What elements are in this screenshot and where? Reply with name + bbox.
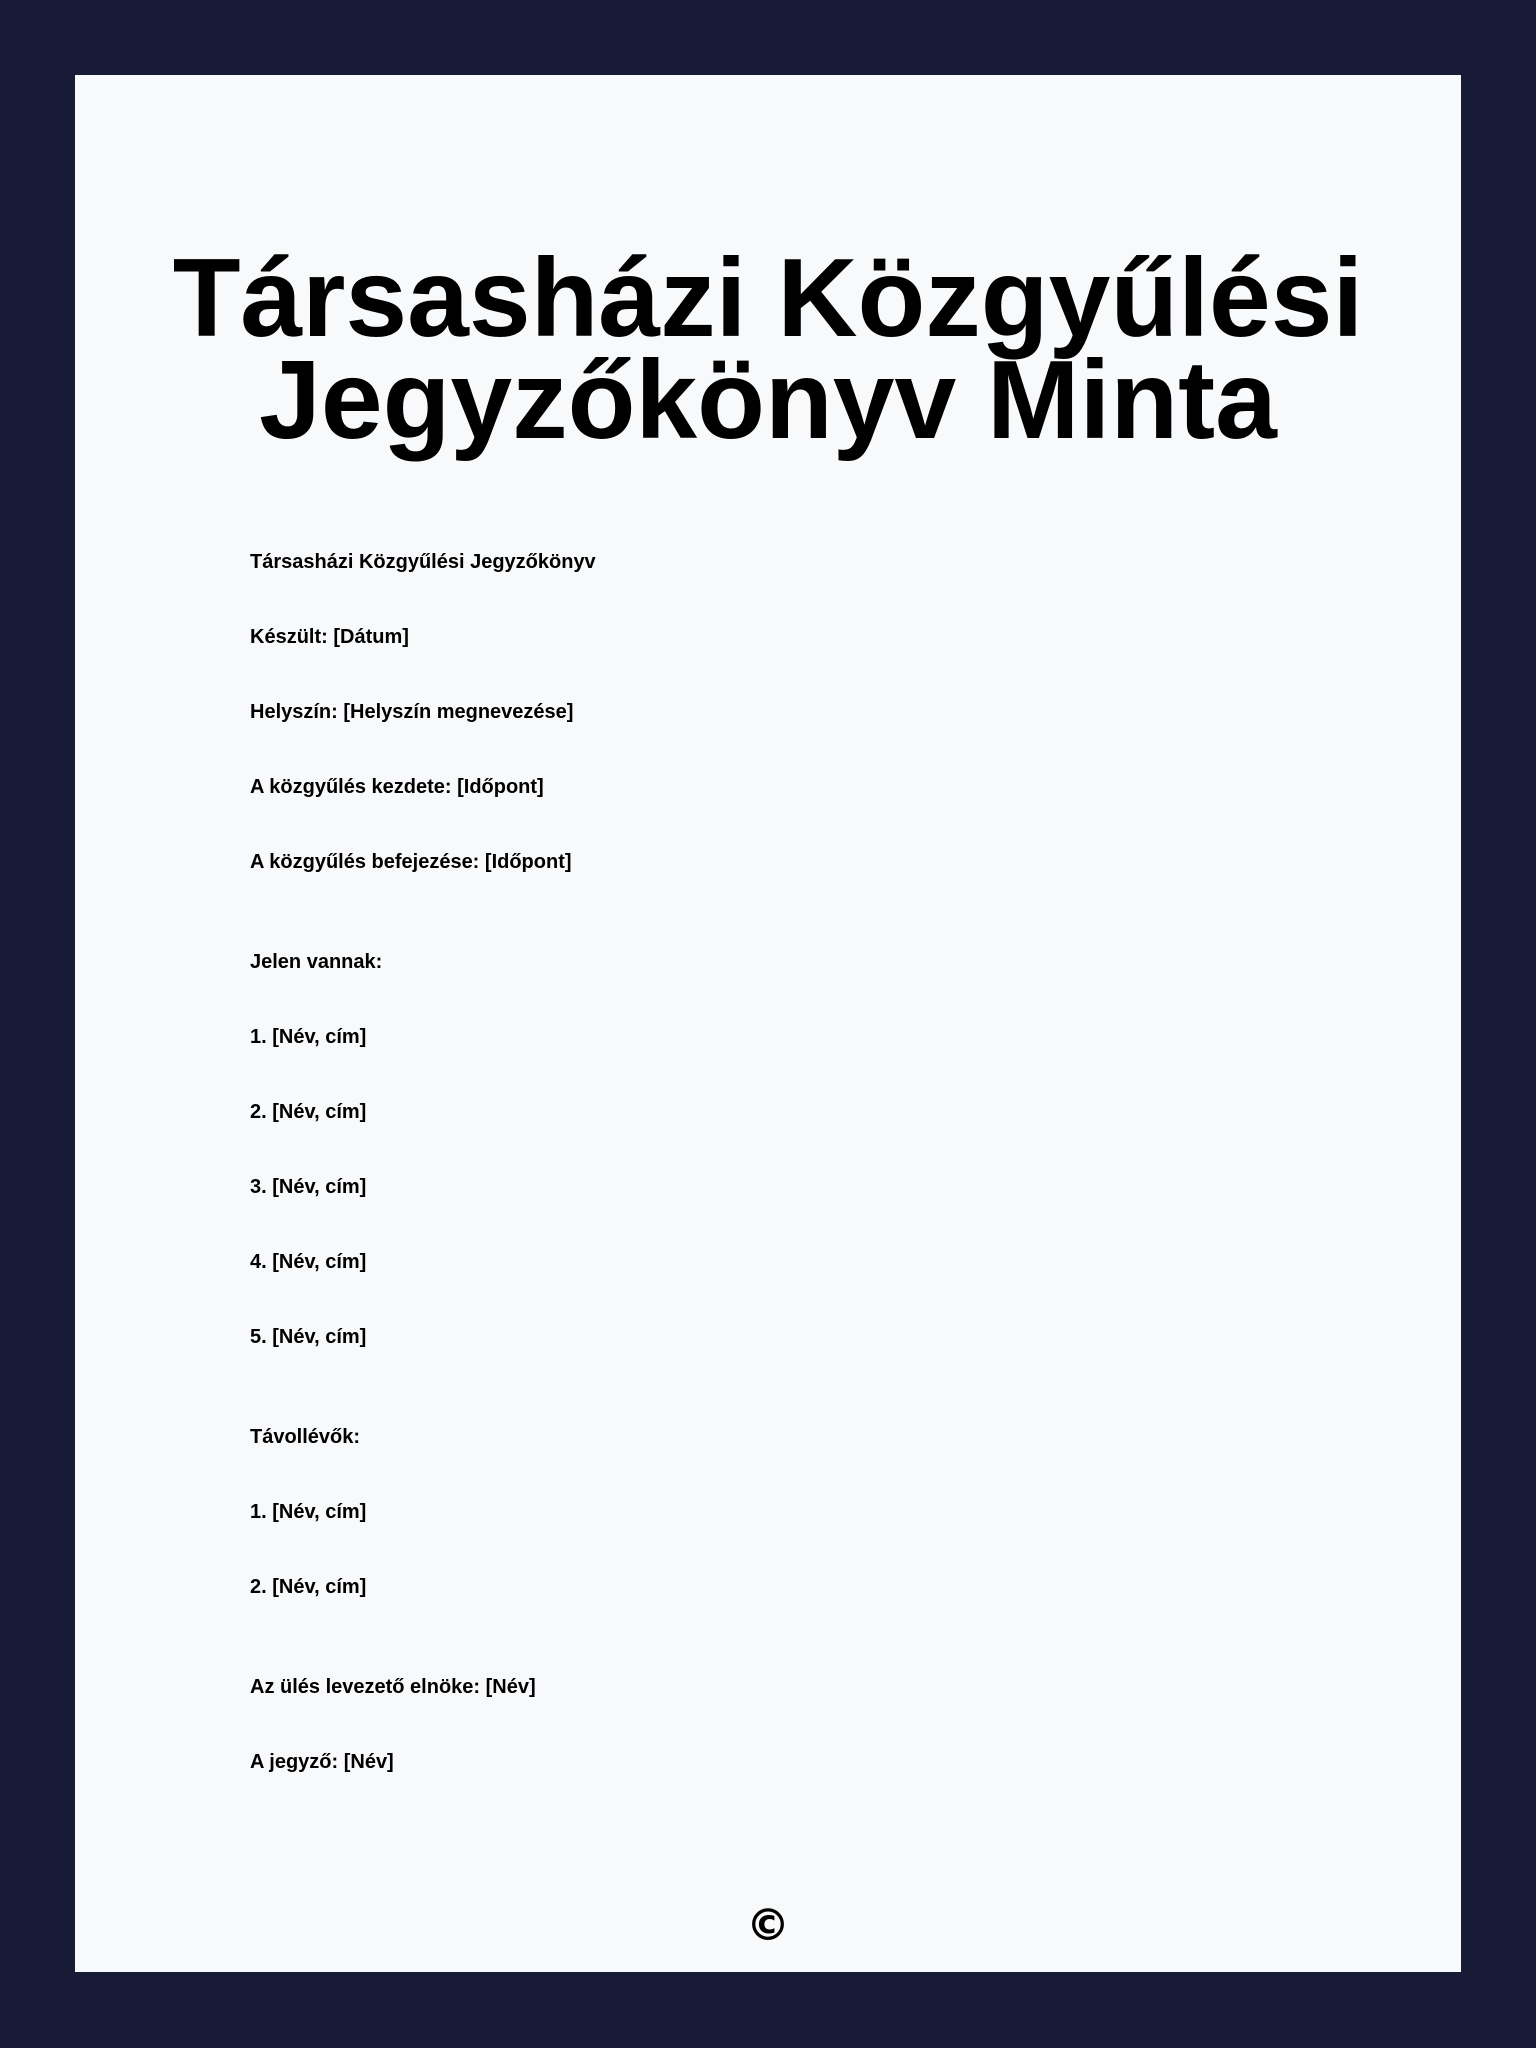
present-item-1: 1. [Név, cím]	[250, 1026, 367, 1048]
present-item-3: 3. [Név, cím]	[250, 1176, 367, 1198]
start-time-line: A közgyűlés kezdete: [Időpont]	[250, 776, 544, 798]
present-item-4: 4. [Név, cím]	[250, 1251, 367, 1273]
date-line: Készült: [Dátum]	[250, 626, 409, 648]
recorder-line: A jegyző: [Név]	[250, 1751, 394, 1773]
document-title-line-2: Jegyzőkönyv Minta	[259, 338, 1277, 462]
absent-item-1: 1. [Név, cím]	[250, 1501, 367, 1523]
present-item-5: 5. [Név, cím]	[250, 1326, 367, 1348]
absent-item-2: 2. [Név, cím]	[250, 1576, 367, 1598]
copyright-icon: ©	[746, 1900, 790, 1951]
document-title-line-1: Társasházi Közgyűlési	[172, 236, 1364, 360]
present-heading: Jelen vannak:	[250, 951, 383, 973]
end-time-line: A közgyűlés befejezése: [Időpont]	[250, 851, 572, 873]
chair-line: Az ülés levezető elnöke: [Név]	[250, 1676, 536, 1698]
document-heading: Társasházi Közgyűlési Jegyzőkönyv	[250, 551, 596, 573]
document-title	[75, 236, 1461, 462]
location-line: Helyszín: [Helyszín megnevezése]	[250, 701, 574, 723]
absent-heading: Távollévők:	[250, 1426, 361, 1448]
present-item-2: 2. [Név, cím]	[250, 1101, 367, 1123]
document-page	[75, 75, 1461, 1972]
